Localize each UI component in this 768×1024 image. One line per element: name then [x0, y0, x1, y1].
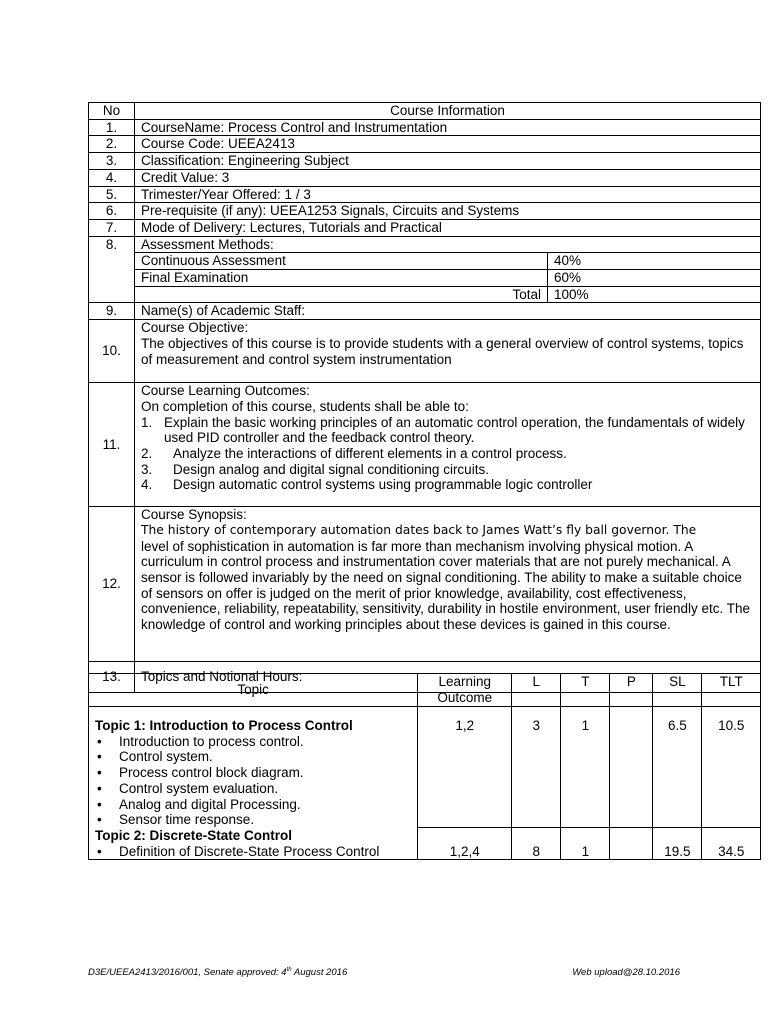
- header-topic: Topic: [89, 674, 418, 707]
- row-no: 9.: [89, 303, 135, 320]
- objective-title: Course Objective:: [141, 320, 249, 336]
- row-no: 10.: [89, 320, 135, 383]
- row-no: 6.: [89, 203, 135, 220]
- header-tlt: TLT: [702, 674, 761, 707]
- topic-2-l: 8: [512, 828, 561, 860]
- topics-table: [88, 673, 761, 860]
- topic-2-sl: 19.5: [653, 828, 702, 860]
- outcome-text: Design automatic control systems using programmable logic controller: [173, 477, 593, 493]
- header-learning-outcome: Learning Outcome: [418, 674, 512, 707]
- topic-bullet: • Sensor time response.: [97, 812, 255, 828]
- synopsis-title: Course Synopsis:: [141, 507, 247, 523]
- header-l: L: [512, 674, 561, 707]
- row-no: 12.: [89, 507, 135, 662]
- topic-bullet: • Analog and digital Processing.: [97, 796, 301, 812]
- synopsis-text: level of sophistication in automation is far more than mechanism involving physical motion. A curriculum in control process and instrumentation cover materials that are not purely mechanical. A sensor is followed invariably by the need on signal conditioning. The ability to make a suitable choice of sensors on offer is judged on the merit of prior knowledge, availability, cost effectiveness, convenience, reliability, repeatability, sensitivity, durability in hostile environment, user friendly etc. The knowledge of control and working principles about these devices is gained in this course.: [141, 538, 751, 633]
- outcome-text: Design analog and digital signal conditioning circuits.: [173, 461, 489, 477]
- topic-2-title: Topic 2: Discrete-State Control: [95, 827, 293, 843]
- prerequisite: Pre-requisite (if any): UEEA1253 Signals, Circuits and Systems: [135, 203, 761, 220]
- topic-bullet: • Control system.: [97, 749, 213, 765]
- outcome-text: Analyze the interactions of different elements in a control process.: [173, 445, 567, 461]
- row-no: 3.: [89, 153, 135, 170]
- outcome-item: [141, 446, 754, 462]
- row-no: 8.: [89, 236, 135, 303]
- assessment-title: Assessment Methods:: [141, 236, 274, 252]
- outcomes-intro: On completion of this course, students shall be able to:: [141, 398, 469, 414]
- topic-1-l: 3: [512, 707, 561, 828]
- topic-bullet: • Definition of Discrete-State Process Control: [97, 843, 380, 859]
- footer-left: D3E/UEEA2413/2016/001, Senate approved: 4th August 2016: [88, 967, 348, 979]
- topic-bullet: • Control system evaluation.: [97, 780, 279, 796]
- topic-2-p: [610, 828, 653, 860]
- outcomes-list: [141, 415, 754, 494]
- topic-2: [89, 828, 418, 860]
- assessment-item-value: 60%: [548, 270, 761, 287]
- topic-2-learning-outcome: 1,2,4: [418, 828, 512, 860]
- outcome-number: 2.: [141, 445, 153, 461]
- topic-1-sl: 6.5: [653, 707, 702, 828]
- header-course-information: Course Information: [135, 103, 761, 120]
- topic-1: [89, 707, 418, 828]
- header-p: P: [610, 674, 653, 707]
- topic-1-p: [610, 707, 653, 828]
- classification: Classification: Engineering Subject: [135, 153, 761, 170]
- course-code: Course Code: UEEA2413: [135, 136, 761, 153]
- topic-1-t: 1: [561, 707, 610, 828]
- row-no: 2.: [89, 136, 135, 153]
- footer-right: Web upload@28.10.2016: [572, 967, 680, 978]
- assessment-item-name: Continuous Assessment: [135, 253, 548, 270]
- assessment-total-label: Total: [135, 286, 548, 302]
- assessment-total-value: 100%: [548, 286, 761, 302]
- row-no: 7.: [89, 219, 135, 236]
- topics-and-notional-hours: Topics and Notional Hours:: [135, 662, 761, 693]
- credit-value: Credit Value: 3: [135, 169, 761, 186]
- topic-1-title: Topic 1: Introduction to Process Control: [95, 718, 353, 733]
- outcome-item: [141, 415, 754, 446]
- row-no: 11.: [89, 383, 135, 507]
- header-no: No: [89, 103, 135, 120]
- academic-staff: Name(s) of Academic Staff:: [135, 303, 761, 320]
- topic-1-learning-outcome: 1,2: [418, 707, 512, 828]
- course-synopsis: [135, 507, 761, 662]
- topic-1-tlt: 10.5: [702, 707, 761, 828]
- header-t: T: [561, 674, 610, 707]
- outcomes-title: Course Learning Outcomes:: [141, 383, 310, 399]
- outcome-number: 3.: [141, 461, 153, 477]
- outcome-number: 4.: [141, 477, 153, 493]
- assessment-item-name: Final Examination: [135, 270, 548, 287]
- row-no: 1.: [89, 119, 135, 136]
- objective-text: The objectives of this course is to provide students with a general overview of control systems, topics of measurement and control system instrumentation: [141, 335, 744, 367]
- course-name: CourseName: Process Control and Instrumentation: [135, 119, 761, 136]
- course-objective: [135, 320, 761, 383]
- course-learning-outcomes: [135, 383, 761, 507]
- assessment-methods: [135, 236, 761, 303]
- outcome-number: 1.: [141, 414, 153, 430]
- outcome-item: [141, 477, 754, 493]
- topic-2-t: 1: [561, 828, 610, 860]
- row-no: 5.: [89, 186, 135, 203]
- trimester-offered: Trimester/Year Offered: 1 / 3: [135, 186, 761, 203]
- header-sl: SL: [653, 674, 702, 707]
- outcome-text: Explain the basic working principles of an automatic control operation, the fundamentals of widely used PID controller and the feedback control theory.: [164, 414, 745, 446]
- course-info-table: [88, 102, 761, 693]
- mode-of-delivery: Mode of Delivery: Lectures, Tutorials and Practical: [135, 219, 761, 236]
- assessment-table: [135, 252, 760, 302]
- topic-bullet: • Introduction to process control.: [97, 733, 304, 749]
- assessment-item-value: 40%: [548, 253, 761, 270]
- synopsis-first-line: The history of contemporary automation dates back to James Watt’s fly ball governor. The: [141, 522, 697, 537]
- row-no: 13.: [89, 662, 135, 693]
- outcome-item: [141, 462, 754, 478]
- topic-2-tlt: 34.5: [702, 828, 761, 860]
- topic-bullet: • Process control block diagram.: [97, 765, 304, 781]
- row-no: 4.: [89, 169, 135, 186]
